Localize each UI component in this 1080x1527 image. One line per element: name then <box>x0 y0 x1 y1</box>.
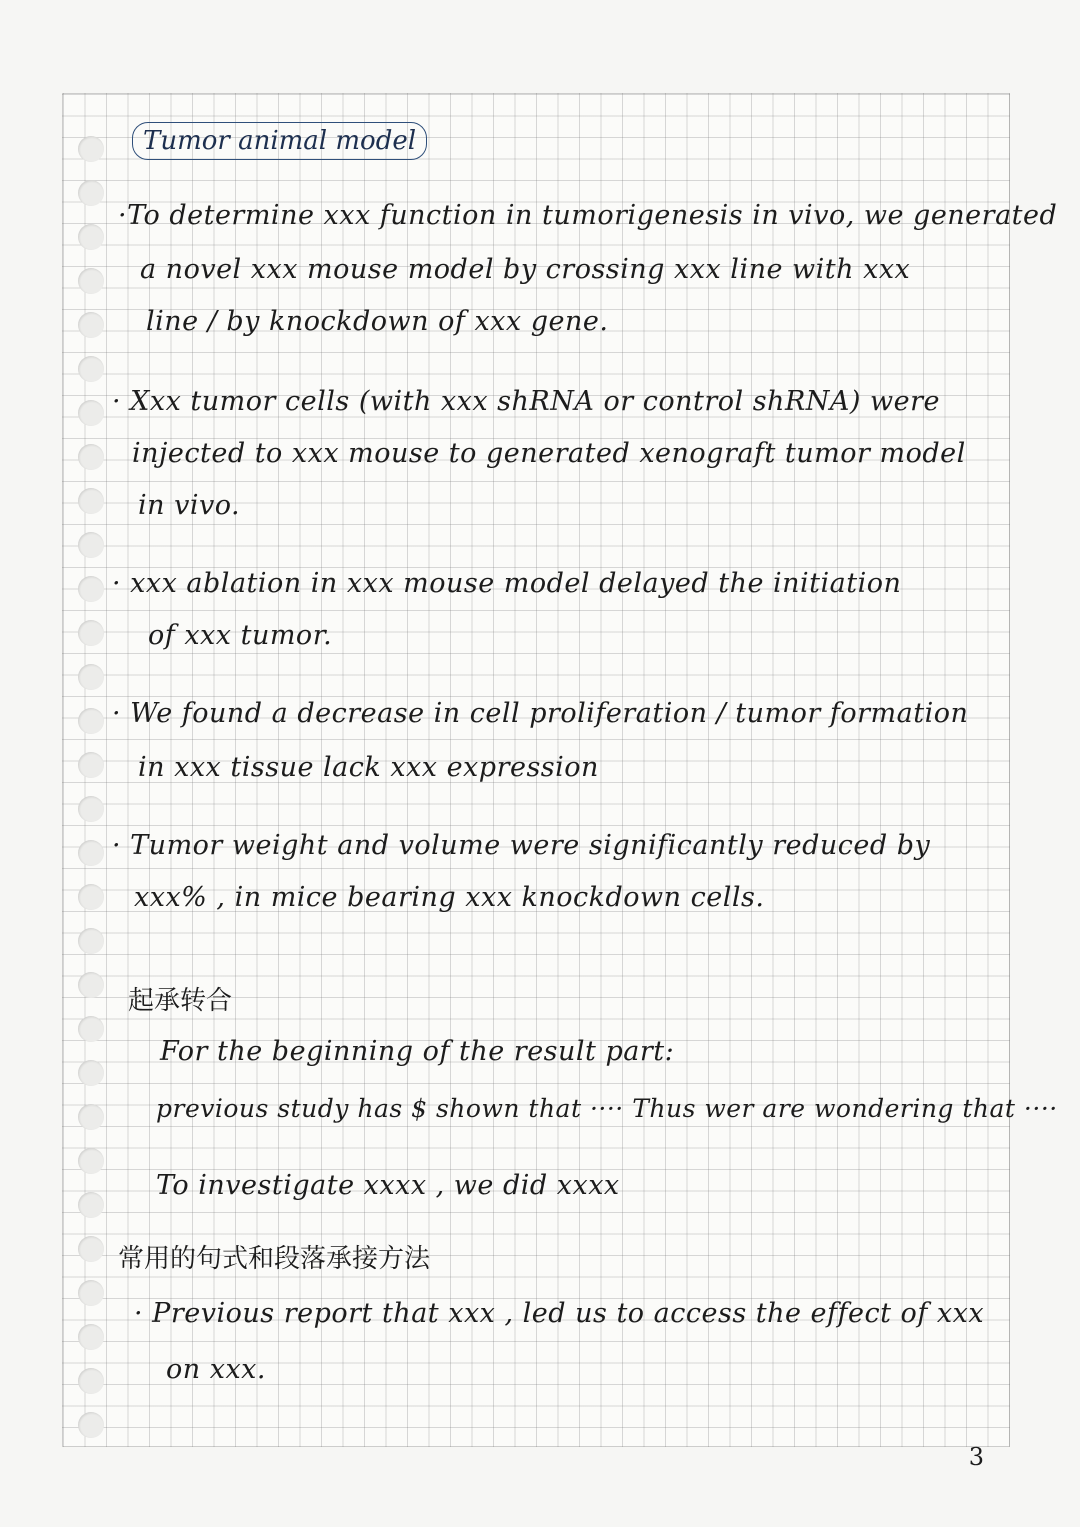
binding-hole <box>78 928 104 954</box>
binding-hole <box>78 1412 104 1438</box>
binding-hole <box>78 268 104 294</box>
binding-hole <box>78 972 104 998</box>
bullet-3-line-1: · xxx ablation in xxx mouse model delayed the initiation <box>112 568 902 599</box>
bullet-4-line-2: in xxx tissue lack xxx expression <box>138 752 599 783</box>
binding-hole <box>78 356 104 382</box>
section-heading: 常用的句式和段落承接方法 <box>118 1244 431 1274</box>
binding-hole <box>78 136 104 162</box>
binding-hole <box>78 1016 104 1042</box>
bullet-5-line-1: · Tumor weight and volume were significantly reduced by <box>112 830 931 861</box>
bullet-3-line-2: of xxx tumor. <box>148 620 333 651</box>
binding-hole <box>78 312 104 338</box>
section-2-line-1: For the beginning of the result part: <box>160 1036 675 1067</box>
binding-hole <box>78 532 104 558</box>
binding-hole <box>78 1324 104 1350</box>
binding-hole <box>78 180 104 206</box>
bullet-1-line-2: a novel xxx mouse model by crossing xxx line with xxx <box>140 254 911 285</box>
binding-hole <box>78 1060 104 1086</box>
binding-hole <box>78 840 104 866</box>
binding-hole <box>78 1368 104 1394</box>
binding-hole <box>78 576 104 602</box>
binding-hole <box>78 1236 104 1262</box>
binding-hole <box>78 620 104 646</box>
page-title: Tumor animal model <box>132 122 427 160</box>
bullet-1-line-3: line / by knockdown of xxx gene. <box>146 306 609 337</box>
section-heading: 起承转合 <box>128 986 233 1016</box>
section-3-line-2: on xxx. <box>166 1354 266 1385</box>
binding-hole <box>78 224 104 250</box>
binding-hole <box>78 400 104 426</box>
binding-hole <box>78 1104 104 1130</box>
bullet-4-line-1: · We found a decrease in cell proliferation / tumor formation <box>112 698 969 729</box>
bullet-2-line-1: · Xxx tumor cells (with xxx shRNA or control shRNA) were <box>112 386 940 417</box>
binding-hole <box>78 444 104 470</box>
bullet-5-line-2: xxx% , in mice bearing xxx knockdown cells. <box>134 882 765 913</box>
section-2-line-3: To investigate xxxx , we did xxxx <box>156 1170 620 1201</box>
binding-hole <box>78 488 104 514</box>
binding-hole <box>78 884 104 910</box>
binding-hole <box>78 752 104 778</box>
bullet-2-line-2: injected to xxx mouse to generated xenograft tumor model <box>132 438 966 469</box>
binding-hole <box>78 708 104 734</box>
bullet-1-line-1: ·To determine xxx function in tumorigenesis in vivo, we generated <box>118 200 1058 231</box>
binding-hole <box>78 796 104 822</box>
section-3-line-1: · Previous report that xxx , led us to access the effect of xxx <box>134 1298 985 1329</box>
section-2-line-2: previous study has $ shown that ···· Thus wer are wondering that ···· <box>156 1094 1058 1123</box>
page-number: 3 <box>968 1443 984 1471</box>
bullet-2-line-3: in vivo. <box>138 490 241 521</box>
binding-hole <box>78 664 104 690</box>
binding-hole <box>78 1192 104 1218</box>
binding-hole <box>78 1280 104 1306</box>
binding-hole <box>78 1148 104 1174</box>
